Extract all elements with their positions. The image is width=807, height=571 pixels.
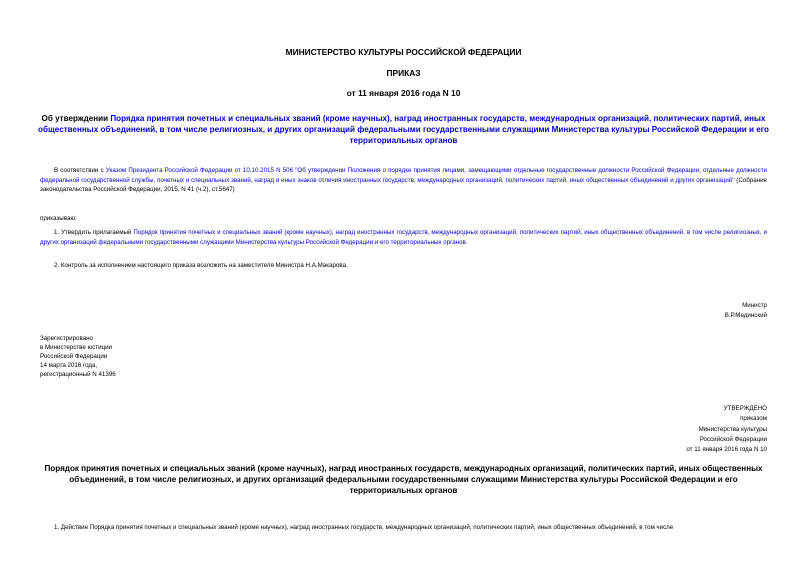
preamble-decree-link[interactable]: Указом Президента Российской Федерации от 10.10.2015 N 506 "Об утверждении Положения о порядке принятия лицами, замещающими отдельные государственные должности Российской Федерации, отдельные должности федеральной государственной службы, почетных и специальных званий, наград и иных знаков отличия иностранных государств, международных организаций, политических партий, иных общественных объединений и других организаций" xyxy=(40,167,767,184)
signature-name: В.Р.Мединский xyxy=(724,312,767,319)
point-1-paragraph xyxy=(40,228,767,247)
title-prefix: Об утверждении xyxy=(41,114,111,123)
preamble-paragraph xyxy=(40,166,767,195)
ministry-heading: МИНИСТЕРСТВО КУЛЬТУРЫ РОССИЙСКОЙ ФЕДЕРАЦИИ xyxy=(285,47,522,57)
preamble-start: В соответствии с xyxy=(54,167,106,174)
date-number-heading: от 11 января 2016 года N 10 xyxy=(346,88,461,98)
document-title xyxy=(36,113,771,146)
approved-line-2: приказом xyxy=(740,415,767,422)
approved-line-5: от 11 января 2016 года N 10 xyxy=(686,446,767,453)
point-2-paragraph: 2. Контроль за исполнением настоящего приказа возложить на заместителя Министра Н.А.Макарова. xyxy=(54,262,348,269)
preamble-end: (Собрание законодательства Российской Федерации, 2015, N 41 (ч.2), ст.5647) xyxy=(40,176,767,194)
approved-line-3: Министерства культуры xyxy=(698,426,767,433)
registration-line-5: регистрационный N 41396 xyxy=(40,371,116,378)
last-paragraph-start: 1. Действие Порядка принятия почетных и специальных званий (кроме научных), наград иностранных государств, международных организаций, политических партий, иных общественных объединений, в том числе xyxy=(54,524,674,531)
approved-line-1: УТВЕРЖДЕНО xyxy=(723,405,767,412)
point-1-end: . xyxy=(465,238,468,246)
registration-line-1: Зарегистрировано xyxy=(40,335,93,342)
point-1-order-link[interactable]: Порядок принятия почетных и специальных званий (кроме научных), наград иностранных государств, международных организаций, политических партий, иных общественных объединений, в том числе религиозных, и других организаций федеральными государственными служащими Министерства культуры Российской Федерации и его территориальных органов xyxy=(40,229,767,246)
approved-line-4: Российской Федерации xyxy=(699,436,767,443)
registration-line-3: Российской Федерации xyxy=(40,353,108,360)
order-title: Порядок принятия почетных и специальных званий (кроме научных), наград иностранных государств, международных организаций, политических партий, иных общественных объединений, в том числе религиозных, и других организаций федеральными государственными служащими Министерства культуры Российской Федерации и его территориальных органов xyxy=(44,464,763,495)
registration-line-2: в Министерстве юстиции xyxy=(40,344,113,351)
doc-type-heading: ПРИКАЗ xyxy=(386,68,421,78)
point-1-start: 1. Утвердить прилагаемый xyxy=(54,229,134,236)
registration-line-4: 14 марта 2016 года, xyxy=(40,362,98,369)
title-link[interactable]: Порядка принятия почетных и специальных званий (кроме научных), наград иностранных государств, международных организаций, политических партий, иных общественных объединений, в том числе религиозных, и других организаций федеральными государственными служащими Министерства культуры Российской Федерации и его территориальных органов xyxy=(38,114,769,145)
order-word: приказываю: xyxy=(40,215,77,222)
signature-position: Министр xyxy=(742,302,767,309)
